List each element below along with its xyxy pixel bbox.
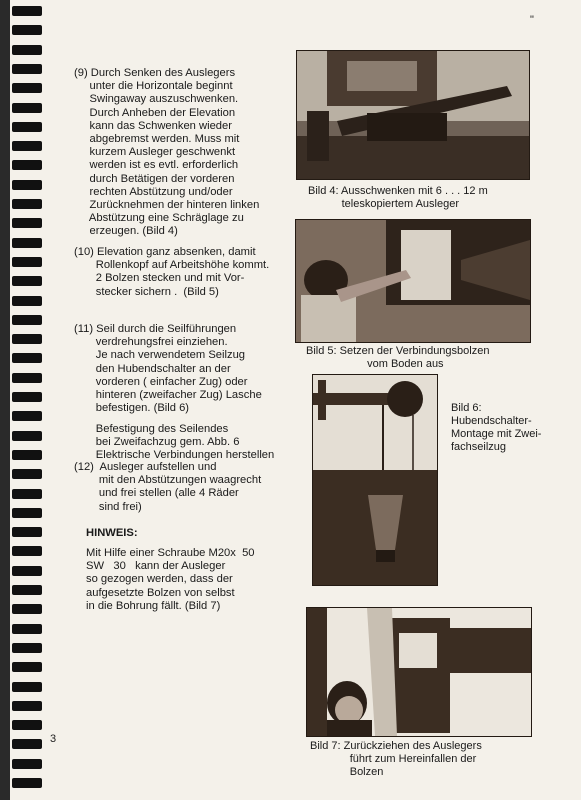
binding-ring: [12, 103, 42, 113]
binding-ring: [12, 662, 42, 672]
step-10-text: (10) Elevation ganz absenken, damit Rollenkopf auf Arbeitshöhe kommt. 2 Bolzen stecken und mit Vor- stecker sichern . (Bild 5): [74, 246, 270, 298]
binding-ring: [12, 83, 42, 93]
binding-ring: [12, 643, 42, 653]
binding-ring: [12, 450, 42, 460]
binding-ring: [12, 566, 42, 576]
binding-ring: [12, 682, 42, 692]
hinweis-text: Mit Hilfe einer Schraube M20x 50 SW 30 kann der Ausleger so gezogen werden, dass der aufgesetzte Bolzen von selbst in die Bohrung fällt. (Bild 7): [86, 547, 255, 612]
step-11-text: (11) Seil durch die Seilführungen verdrehungsfrei einziehen. Je nach verwendetem Seilzug den Hubendschalter an der vorderen ( einfacher Zug) oder hinteren (zweifacher Zug) Lasche befestigen. (Bild 6): [74, 323, 262, 415]
binding-ring: [12, 392, 42, 402]
binding-ring: [12, 334, 42, 344]
caption-bild-7: Bild 7: Zurückziehen des Auslegers führt zum Hereinfallen der Bolzen: [310, 740, 482, 778]
binding-ring: [12, 431, 42, 441]
hinweis-heading: HINWEIS:: [86, 527, 138, 539]
binding-ring: [12, 64, 42, 74]
binding-ring: [12, 199, 42, 209]
photo-bild-5: [295, 219, 531, 343]
binding-ring: [12, 508, 42, 518]
binding-ring: [12, 315, 42, 325]
caption-bild-5: Bild 5: Setzen der Verbindungsbolzen vom Boden aus: [306, 345, 490, 370]
step-9-text: (9) Durch Senken des Auslegers unter die Horizontale beginnt Swingaway auszuschwenken. Durch Anheben der Elevation kann das Schwenken wieder abgebremst werden. Muss mit kurzem Ausleger geschwenkt werden ist es evtl. erforderlich durch Betätigen der vorderen rechten Abstützung und/oder Zurücknehmen der hinteren linken Abstützung eine Schräglage zu erzeugen. (Bild 4): [74, 67, 260, 238]
photo-bild-6: [312, 374, 438, 586]
binding-ring: [12, 25, 42, 35]
binding-ring: [12, 411, 42, 421]
binding-ring: [12, 257, 42, 267]
binding-ring: [12, 353, 42, 363]
binding-ring: [12, 276, 42, 286]
binding-ring: [12, 489, 42, 499]
binding-ring: [12, 160, 42, 170]
photo-bild-7: [306, 607, 532, 737]
binding-ring: [12, 45, 42, 55]
caption-bild-4: Bild 4: Ausschwenken mit 6 . . . 12 m teleskopiertem Ausleger: [308, 185, 488, 210]
binding-ring: [12, 604, 42, 614]
photo-bild-4: [296, 50, 530, 180]
binding-ring: [12, 546, 42, 556]
binding-ring: [12, 373, 42, 383]
step-12-text: (12) Ausleger aufstellen und mit den Abstützungen waagrecht und frei stellen (alle 4 Räder sind frei): [74, 461, 262, 513]
binding-ring: [12, 141, 42, 151]
binding-ring: [12, 739, 42, 749]
binding-ring: [12, 624, 42, 634]
cable-end-text: Befestigung des Seilendes bei Zweifachzug gem. Abb. 6 Elektrische Verbindungen herstellen: [95, 423, 275, 462]
binding-ring: [12, 778, 42, 788]
spiral-binding: [10, 0, 44, 800]
binding-ring: [12, 585, 42, 595]
binding-ring: [12, 527, 42, 537]
binding-ring: [12, 296, 42, 306]
binding-ring: [12, 218, 42, 228]
corner-mark: ": [530, 14, 534, 26]
manual-page: [10, 0, 581, 800]
binding-ring: [12, 238, 42, 248]
binding-ring: [12, 180, 42, 190]
binding-ring: [12, 720, 42, 730]
binding-ring: [12, 6, 42, 16]
binding-ring: [12, 469, 42, 479]
binding-ring: [12, 701, 42, 711]
binding-ring: [12, 122, 42, 132]
page-number: 3: [50, 733, 57, 745]
caption-bild-6: Bild 6: Hubendschalter- Montage mit Zwei- fachseilzug: [451, 402, 542, 453]
binding-ring: [12, 759, 42, 769]
